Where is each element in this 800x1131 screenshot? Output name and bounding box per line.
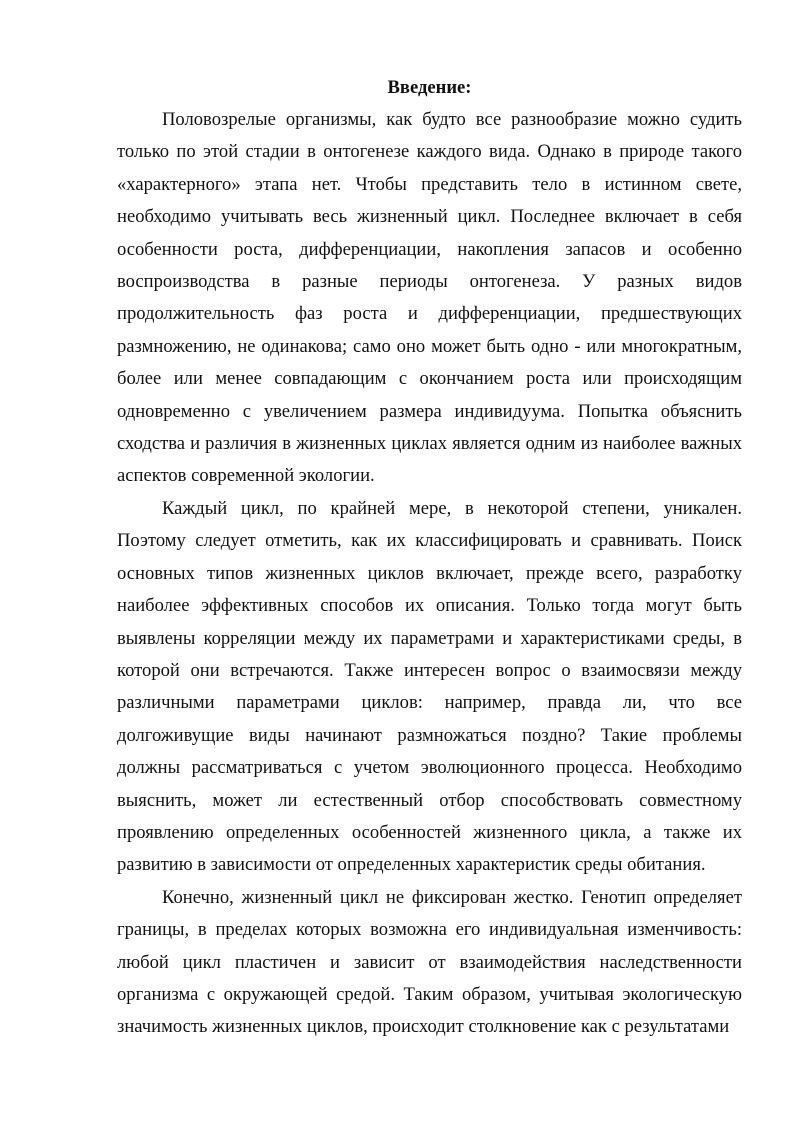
paragraph-2: Каждый цикл, по крайней мере, в некоторой степени, уникален. Поэтому следует отметить, как их классифицировать и сравнивать. Поиск основных типов жизненных циклов включает, прежде всего, разработку наиболее эффективных способов их описания. Только тогда могут быть выявлены корреляции между их параметрами и характеристиками среды, в которой они встречаются. Также интересен вопрос о взаимосвязи между различными параметрами циклов: например, правда ли, что все долгоживущие виды начинают размножаться поздно? Такие проблемы должны рассматриваться с учетом эволюционного процесса. Необходимо выяснить, может ли естественный отбор способствовать совместному проявлению определенных особенностей жизненного цикла, а также их развитию в зависимости от определенных характеристик среды обитания. [117,497,742,876]
document-body [117,72,742,1044]
section-heading: Введение: [387,77,472,98]
paragraph-1: Половозрелые организмы, как будто все разнообразие можно судить только по этой стадии в онтогенезе каждого вида. Однако в природе такого «характерного» этапа нет. Чтобы представить тело в истинном свете, необходимо учитывать весь жизненный цикл. Последнее включает в себя особенности роста, дифференциации, накопления запасов и особенно воспроизводства в разные периоды онтогенеза. У разных видов продолжительность фаз роста и дифференциации, предшествующих размножению, не одинакова; само оно может быть одно - или многократным, более или менее совпадающим с окончанием роста или происходящим одновременно с увеличением размера индивидуума. Попытка объяснить сходства и различия в жизненных циклах является одним из наиболее важных аспектов современной экологии. [117,109,742,487]
paragraph-3: Конечно, жизненный цикл не фиксирован жестко. Генотип определяет границы, в пределах которых возможна его индивидуальная изменчивость: любой цикл пластичен и зависит от взаимодействия наследственности организма с окружающей средой. Таким образом, учитывая экологическую значимость жизненных циклов, происходит столкновение как с результатами [117,886,742,1038]
